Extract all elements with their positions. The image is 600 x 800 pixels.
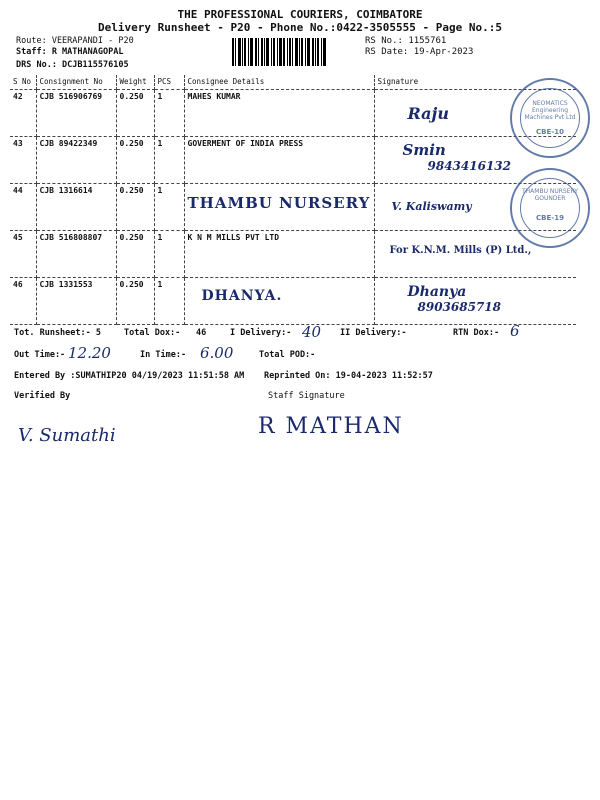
col-signature: Signature <box>374 75 576 90</box>
handwritten-phone: 8903685718 <box>417 300 501 314</box>
staff-label: Staff: R MATHANAGOPAL <box>16 47 124 57</box>
rs-number: RS No.: 1155761 <box>365 36 447 46</box>
cell-pcs: 1 <box>154 278 184 325</box>
cell-sno: 45 <box>10 231 36 278</box>
rtn-dox-value: 6 <box>510 322 520 340</box>
stamp-code: CBE-19 <box>536 214 564 222</box>
drs-number: DRS No.: DCJB115576105 <box>16 60 129 70</box>
table-row <box>10 231 576 278</box>
cell-weight: 0.250 <box>116 137 154 184</box>
total-dox-label: Total Dox:- <box>124 328 181 338</box>
in-time-label: In Time:- <box>140 350 187 360</box>
cell-weight: 0.250 <box>116 90 154 137</box>
rtn-dox-label: RTN Dox:- <box>453 328 500 338</box>
handwritten-phone: 9843416132 <box>427 159 511 173</box>
cell-weight: 0.250 <box>116 278 154 325</box>
cell-consignment: CJB 1331553 <box>36 278 116 325</box>
total-dox-value: 46 <box>196 328 207 338</box>
col-pcs: PCS <box>154 75 184 90</box>
table-row <box>10 137 576 184</box>
barcode-image <box>232 38 354 66</box>
entered-by: Entered By :SUMATHIP20 04/19/2023 11:51:58 AM <box>14 371 245 381</box>
reprinted-on: Reprinted On: 19-04-2023 11:52:57 <box>264 371 433 381</box>
col-consignment: Consignment No <box>36 75 116 90</box>
i-delivery-value: 40 <box>302 323 322 341</box>
i-delivery-label: I Delivery:- <box>230 328 292 338</box>
cell-consignment: CJB 1316614 <box>36 184 116 231</box>
col-consignee: Consignee Details <box>184 75 374 90</box>
in-time-value: 6.00 <box>200 344 234 362</box>
cell-pcs: 1 <box>154 231 184 278</box>
company-stamp <box>510 168 590 248</box>
cell-pcs: 1 <box>154 137 184 184</box>
total-runsheet: Tot. Runsheet:- 5 <box>14 328 101 338</box>
cell-pcs: 1 <box>154 90 184 137</box>
signature-raju: Raju <box>407 104 449 123</box>
stamp-text: THAMBU NURSERY GOUNDER <box>522 188 578 202</box>
total-pod-label: Total POD:- <box>259 350 316 360</box>
company-seal-text: For K.N.M. Mills (P) Ltd., <box>389 245 532 256</box>
cell-consignee: K N M MILLS PVT LTD <box>184 231 374 278</box>
cell-sno: 42 <box>10 90 36 137</box>
stamp-code: CBE-10 <box>536 128 564 136</box>
runsheet-table <box>10 75 576 325</box>
col-weight: Weight <box>116 75 154 90</box>
out-time-label: Out Time:- <box>14 350 66 360</box>
cell-consignment: CJB 516808807 <box>36 231 116 278</box>
verified-signature: V. Sumathi <box>18 425 116 446</box>
cell-consignment: CJB 89422349 <box>36 137 116 184</box>
cell-weight: 0.250 <box>116 231 154 278</box>
cell-sno: 46 <box>10 278 36 325</box>
cell-consignment: CJB 516906769 <box>36 90 116 137</box>
signature-dhanya: Dhanya <box>407 284 467 300</box>
cell-pcs: 1 <box>154 184 184 231</box>
out-time-value: 12.20 <box>68 344 111 362</box>
staff-signature-label: Staff Signature <box>268 391 345 401</box>
cell-consignee <box>184 278 374 325</box>
cell-consignee: GOVERMENT OF INDIA PRESS <box>184 137 374 184</box>
table-row <box>10 90 576 137</box>
signature-smin: Smin <box>402 141 446 159</box>
table-row <box>10 184 576 231</box>
ii-delivery-label: II Delivery:- <box>340 328 407 338</box>
cell-consignee <box>184 184 374 231</box>
cell-consignee: MAHES KUMAR <box>184 90 374 137</box>
table-header-row <box>10 75 576 90</box>
cell-weight: 0.250 <box>116 184 154 231</box>
signature-kaliswamy: V. Kaliswamy <box>391 200 472 213</box>
cell-sno: 43 <box>10 137 36 184</box>
runsheet-subtitle: Delivery Runsheet - P20 - Phone No.:0422-3505555 - Page No.:5 <box>98 21 502 34</box>
company-stamp <box>510 78 590 158</box>
cell-signature <box>374 278 576 325</box>
rs-date: RS Date: 19-Apr-2023 <box>365 47 474 57</box>
cell-sno: 44 <box>10 184 36 231</box>
route-label: Route: VEERAPANDI - P20 <box>16 36 134 46</box>
company-title: THE PROFESSIONAL COURIERS, COIMBATORE <box>177 8 423 21</box>
table-row <box>10 278 576 325</box>
handwritten-consignee: THAMBU NURSERY <box>187 194 371 212</box>
staff-handwritten-signature: R MATHAN <box>258 414 404 439</box>
col-sno: S No <box>10 75 36 90</box>
handwritten-consignee: DHANYA. <box>201 288 283 304</box>
stamp-text: NEOMATICS Engineering Machines Pvt Ltd <box>524 100 576 121</box>
verified-by-label: Verified By <box>14 391 71 401</box>
